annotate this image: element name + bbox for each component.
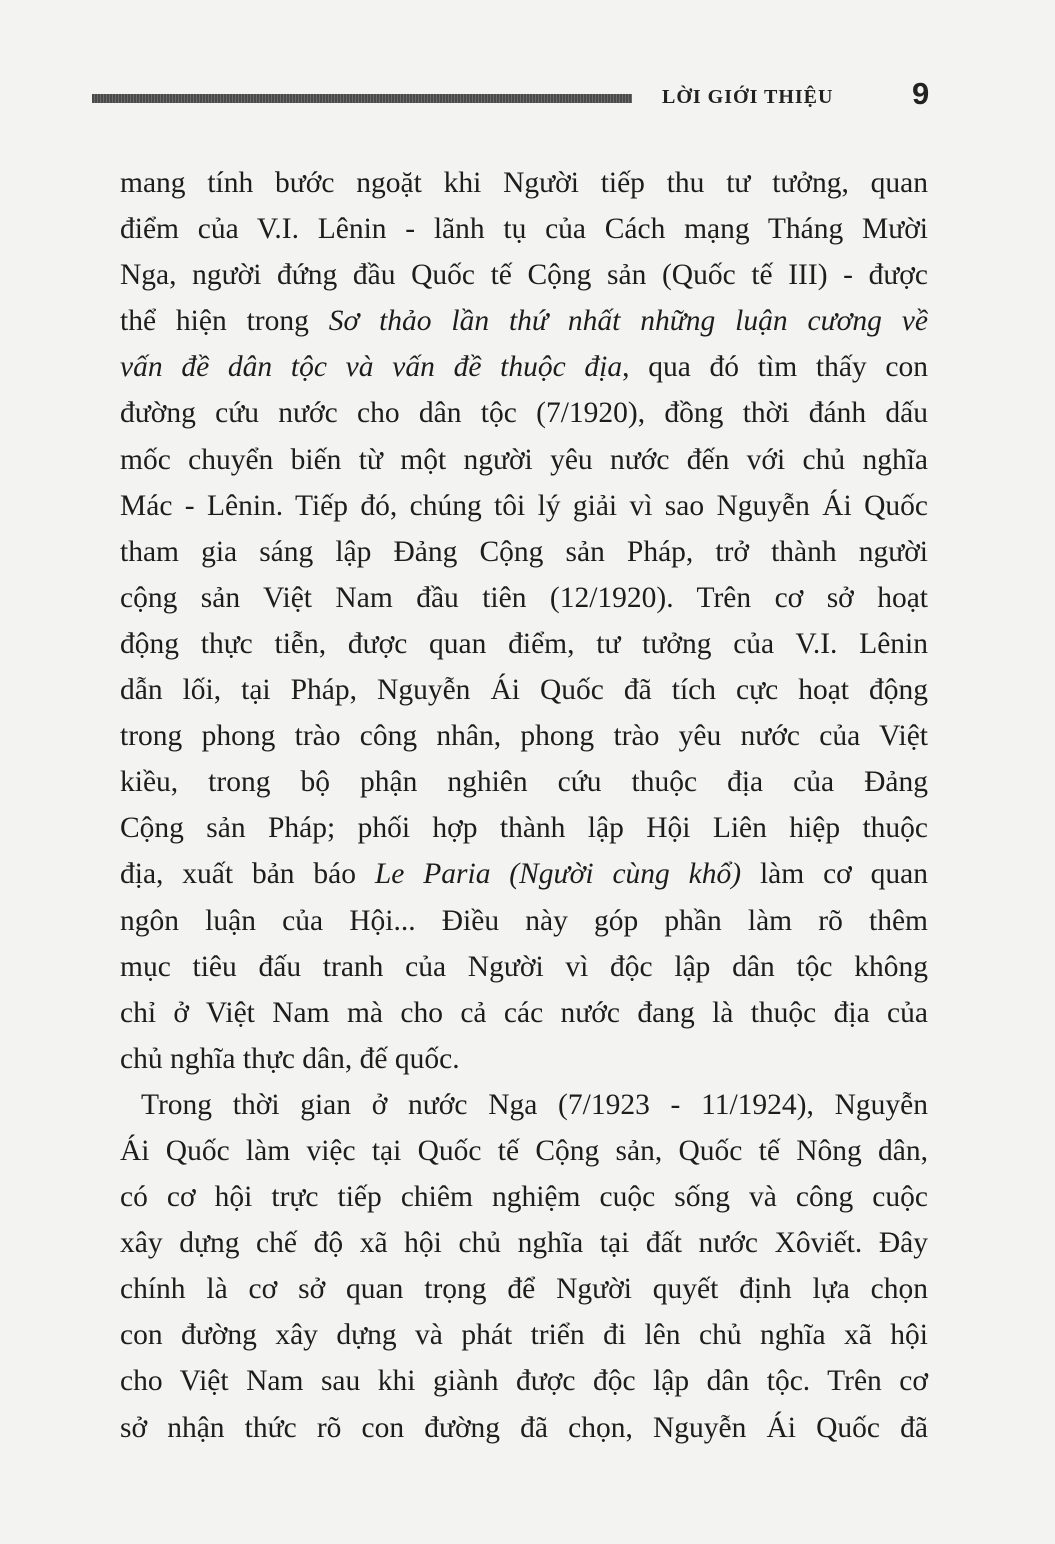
running-header <box>0 72 1055 122</box>
text-line: điểm của V.I. Lênin - lãnh tụ của Cách mạng Tháng Mười <box>120 213 928 246</box>
chapter-title: LỜI GIỚI THIỆU <box>662 86 834 108</box>
text-line: ngôn luận của Hội... Điều này góp phần làm rõ thêm <box>120 904 928 937</box>
text-line: Nga, người đứng đầu Quốc tế Cộng sản (Quốc tế III) - được <box>120 259 928 292</box>
text-line: đường cứu nước cho dân tộc (7/1920), đồng thời đánh dấu <box>120 397 928 430</box>
text-line: con đường xây dựng và phát triển đi lên chủ nghĩa xã hội <box>120 1319 928 1352</box>
text-line: động thực tiễn, được quan điểm, tư tưởng của V.I. Lênin <box>120 627 928 660</box>
text-line: tham gia sáng lập Đảng Cộng sản Pháp, trở thành người <box>120 535 928 568</box>
text-line: Ái Quốc làm việc tại Quốc tế Cộng sản, Quốc tế Nông dân, <box>120 1134 928 1167</box>
text-line: địa, xuất bản báo Le Paria (Người cùng khổ) làm cơ quan <box>120 858 928 891</box>
text-line: cộng sản Việt Nam đầu tiên (12/1920). Trên cơ sở hoạt <box>120 581 928 614</box>
text-line: Mác - Lênin. Tiếp đó, chúng tôi lý giải vì sao Nguyễn Ái Quốc <box>120 489 928 522</box>
page-number: 9 <box>912 76 930 111</box>
text-line: chủ nghĩa thực dân, đế quốc. <box>120 1042 460 1075</box>
text-line: mốc chuyển biến từ một người yêu nước đến với chủ nghĩa <box>120 443 928 476</box>
text-line: chỉ ở Việt Nam mà cho cả các nước đang là thuộc địa của <box>120 996 928 1029</box>
text-line: cho Việt Nam sau khi giành được độc lập dân tộc. Trên cơ <box>120 1365 928 1398</box>
text-line: trong phong trào công nhân, phong trào yêu nước của Việt <box>120 720 928 753</box>
text-line: xây dựng chế độ xã hội chủ nghĩa tại đất nước Xôviết. Đây <box>120 1227 928 1260</box>
body-text <box>120 160 928 1451</box>
text-line: chính là cơ sở quan trọng để Người quyết định lựa chọn <box>120 1273 928 1306</box>
header-rule <box>92 94 632 103</box>
text-line: Cộng sản Pháp; phối hợp thành lập Hội Liên hiệp thuộc <box>120 812 928 845</box>
text-line: Trong thời gian ở nước Nga (7/1923 - 11/1924), Nguyễn <box>141 1088 928 1121</box>
text-line: dẫn lối, tại Pháp, Nguyễn Ái Quốc đã tích cực hoạt động <box>120 674 928 707</box>
text-line: vấn đề dân tộc và vấn đề thuộc địa, qua đó tìm thấy con <box>120 351 928 384</box>
text-line: có cơ hội trực tiếp chiêm nghiệm cuộc sống và công cuộc <box>120 1181 928 1214</box>
text-line: kiều, trong bộ phận nghiên cứu thuộc địa của Đảng <box>120 766 928 799</box>
text-line: thể hiện trong Sơ thảo lần thứ nhất những luận cương về <box>120 305 928 338</box>
text-line: mục tiêu đấu tranh của Người vì độc lập dân tộc không <box>120 950 928 983</box>
text-line: sở nhận thức rõ con đường đã chọn, Nguyễn Ái Quốc đã <box>120 1411 928 1444</box>
text-line: mang tính bước ngoặt khi Người tiếp thu tư tưởng, quan <box>120 167 928 199</box>
